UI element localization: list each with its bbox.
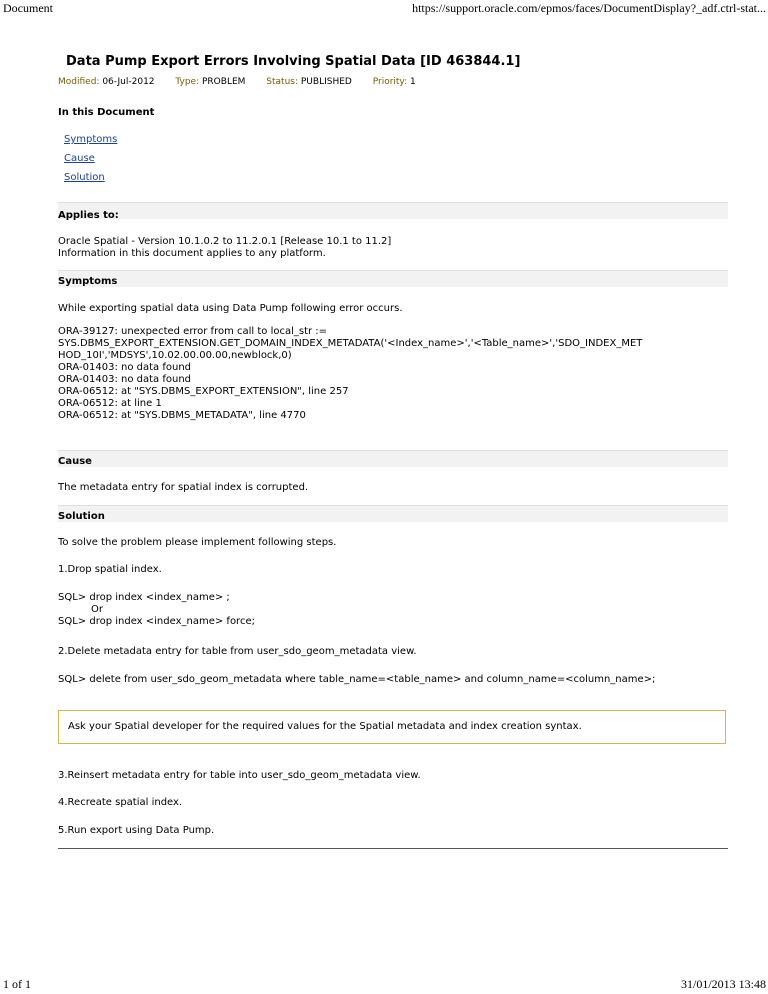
meta-priority-value: 1 bbox=[410, 77, 416, 87]
meta-type-value: PROBLEM bbox=[202, 77, 246, 87]
document-meta bbox=[58, 76, 434, 88]
step-3: 3.Reinsert metadata entry for table into user_sdo_geom_metadata view. bbox=[58, 770, 421, 781]
solution-intro: To solve the problem please implement following steps. bbox=[58, 537, 337, 548]
print-header-title: Document bbox=[3, 1, 53, 15]
cause-bar bbox=[58, 450, 728, 467]
symptoms-bar bbox=[58, 270, 728, 287]
meta-modified-value: 06-Jul-2012 bbox=[102, 77, 155, 87]
cause-heading: Cause bbox=[58, 456, 92, 467]
sql-delete-metadata: SQL> delete from user_sdo_geom_metadata where table_name=<table_name> and column_name=<column_name>; bbox=[58, 674, 656, 685]
solution-bar bbox=[58, 505, 728, 522]
meta-status-key: Status: bbox=[266, 77, 298, 87]
error-line-1: ORA-39127: unexpected error from call to local_str := bbox=[58, 326, 328, 337]
end-rule bbox=[58, 848, 728, 849]
meta-type-key: Type: bbox=[175, 77, 200, 87]
applies-line-2: Information in this document applies to any platform. bbox=[58, 248, 326, 259]
error-line-5: ORA-01403: no data found bbox=[58, 374, 192, 385]
toc-heading: In this Document bbox=[58, 107, 155, 118]
or-text: Or bbox=[91, 604, 103, 615]
print-footer bbox=[0, 976, 768, 992]
page-count: 1 of 1 bbox=[3, 977, 31, 991]
toc-link-symptoms[interactable]: Symptoms bbox=[64, 134, 118, 145]
cause-text: The metadata entry for spatial index is corrupted. bbox=[58, 482, 309, 493]
note-text: Ask your Spatial developer for the required values for the Spatial metadata and index creation syntax. bbox=[68, 721, 582, 732]
symptoms-heading: Symptoms bbox=[58, 276, 118, 287]
step-2: 2.Delete metadata entry for table from user_sdo_geom_metadata view. bbox=[58, 646, 417, 657]
error-line-2: SYS.DBMS_EXPORT_EXTENSION.GET_DOMAIN_INDEX_METADATA('<Index_name>','<Table_name>','SDO_INDEX_MET bbox=[58, 338, 643, 349]
toc-link-cause[interactable]: Cause bbox=[64, 153, 95, 164]
error-line-6: ORA-06512: at "SYS.DBMS_EXPORT_EXTENSION", line 257 bbox=[58, 386, 349, 397]
applies-line-1: Oracle Spatial - Version 10.1.0.2 to 11.2.0.1 [Release 10.1 to 11.2] bbox=[58, 236, 392, 247]
error-line-8: ORA-06512: at "SYS.DBMS_METADATA", line 4770 bbox=[58, 410, 306, 421]
symptoms-intro: While exporting spatial data using Data Pump following error occurs. bbox=[58, 303, 403, 314]
print-header-url: https://support.oracle.com/epmos/faces/DocumentDisplay?_adf.ctrl-stat... bbox=[412, 1, 766, 15]
document-title: Data Pump Export Errors Involving Spatial Data [ID 463844.1] bbox=[66, 54, 521, 69]
meta-priority-key: Priority: bbox=[372, 77, 408, 87]
meta-modified-key: Modified: bbox=[58, 77, 100, 87]
sql-drop-index: SQL> drop index <index_name> ; bbox=[58, 592, 230, 603]
solution-heading: Solution bbox=[58, 511, 105, 522]
print-header bbox=[0, 0, 768, 16]
step-4: 4.Recreate spatial index. bbox=[58, 797, 183, 808]
applies-bar bbox=[58, 202, 728, 219]
sql-drop-index-force: SQL> drop index <index_name> force; bbox=[58, 616, 255, 627]
meta-status-value: PUBLISHED bbox=[300, 77, 352, 87]
step-5: 5.Run export using Data Pump. bbox=[58, 825, 215, 836]
error-line-4: ORA-01403: no data found bbox=[58, 362, 192, 373]
step-1: 1.Drop spatial index. bbox=[58, 564, 162, 575]
applies-heading: Applies to: bbox=[58, 210, 119, 221]
error-line-3: HOD_10I','MDSYS',10.02.00.00.00,newblock,0) bbox=[58, 350, 292, 361]
toc-link-solution[interactable]: Solution bbox=[64, 172, 105, 183]
error-line-7: ORA-06512: at line 1 bbox=[58, 398, 162, 409]
note-box bbox=[58, 710, 726, 744]
print-timestamp: 31/01/2013 13:48 bbox=[680, 977, 766, 991]
